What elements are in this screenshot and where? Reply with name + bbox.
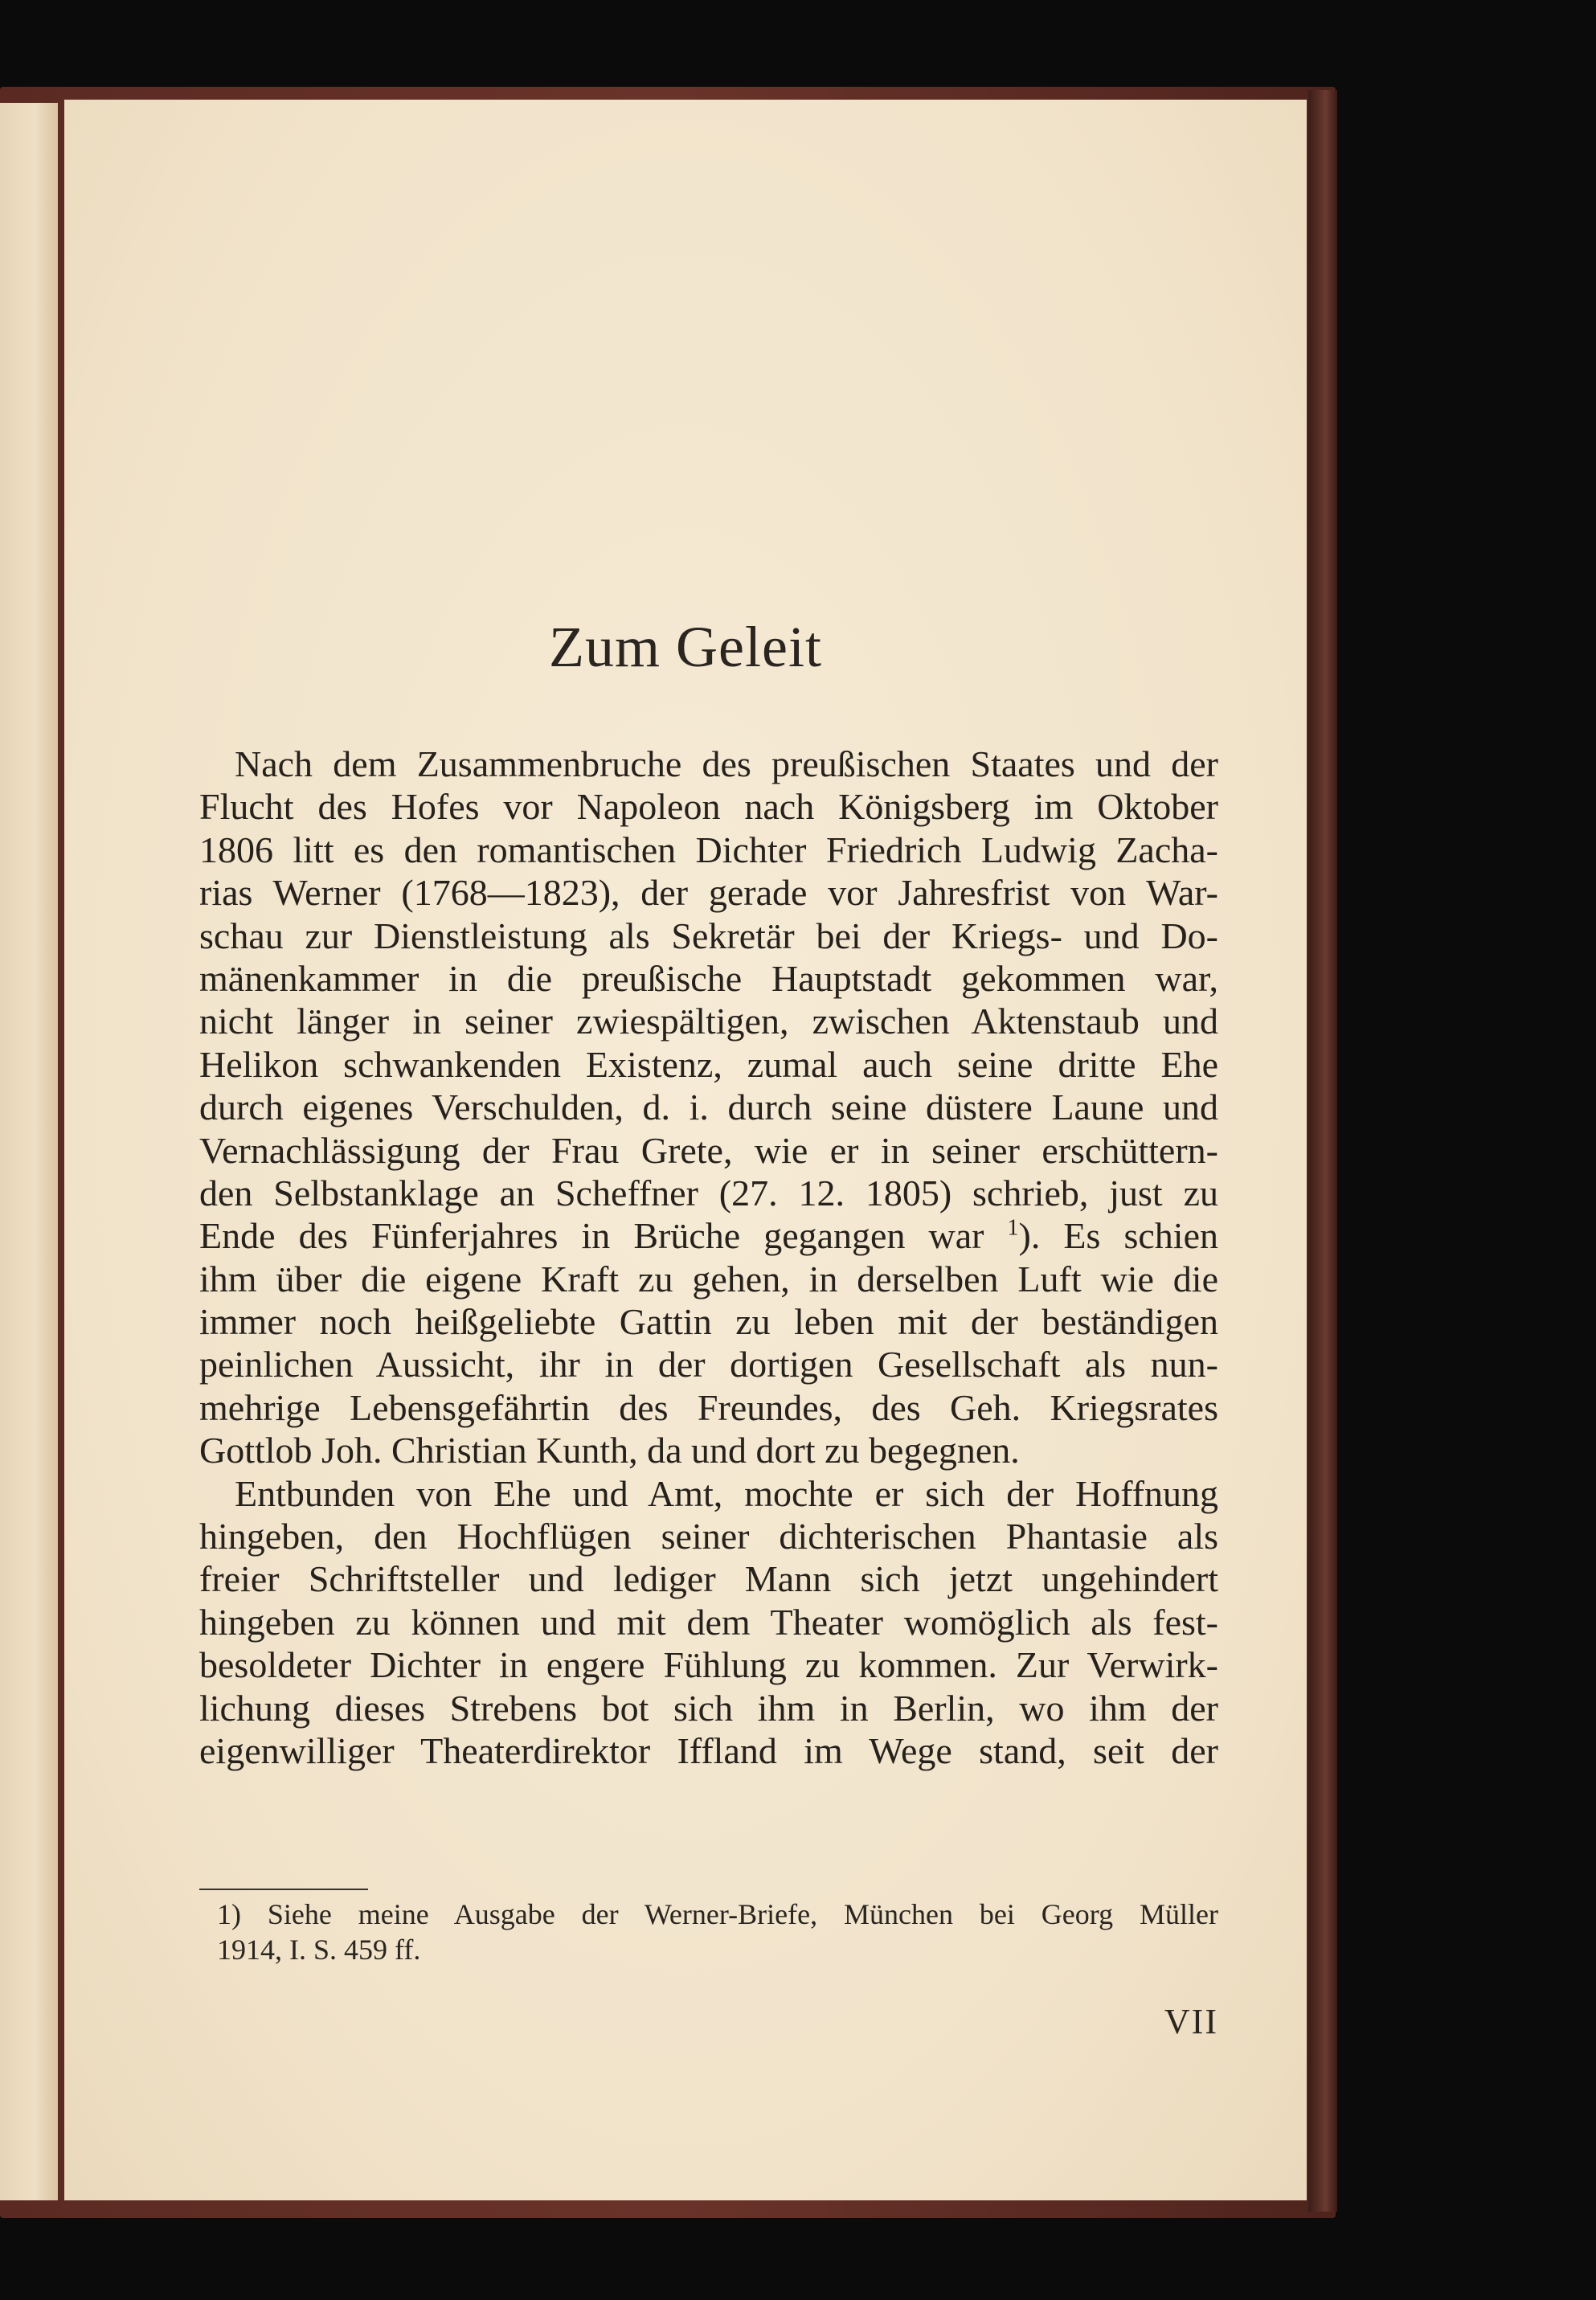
text-line: lichung dieses Strebens bot sich ihm in Berlin, wo ihm der [199, 1687, 1218, 1729]
text-line: freier Schriftsteller und lediger Mann sich jetzt ungehindert [199, 1558, 1218, 1600]
footnote-line: 1914, I. S. 459 ff. [217, 1934, 421, 1966]
text-line: Vernachlässigung der Frau Grete, wie er in seiner erschüttern- [199, 1129, 1218, 1171]
text-line: den Selbstanklage an Scheffner (27. 12. 1805) schrieb, just zu [199, 1172, 1218, 1213]
page-number: VII [1164, 2002, 1218, 2041]
text-line: schau zur Dienstleistung als Sekretär bei der Kriegs- und Do- [199, 915, 1218, 956]
text-line: hingeben zu können und mit dem Theater womöglich als fest- [199, 1601, 1218, 1643]
footnote [217, 1897, 1218, 1967]
text-line: peinlichen Aussicht, ihr in der dortigen Gesellschaft als nun- [199, 1344, 1218, 1385]
text-line: immer noch heißgeliebte Gattin zu leben mit der beständigen [199, 1301, 1218, 1343]
text-line: nicht länger in seiner zwiespältigen, zwischen Aktenstaub und [199, 1001, 1218, 1042]
page-heading: Zum Geleit [549, 615, 822, 679]
body-text [199, 743, 1218, 1772]
text-line: Entbunden von Ehe und Amt, mochte er sich der Hoffnung [235, 1472, 1218, 1514]
text-line: rias Werner (1768—1823), der gerade vor Jahresfrist von War- [199, 872, 1218, 914]
text-line: durch eigenes Verschulden, d. i. durch seine düstere Laune und [199, 1087, 1218, 1128]
text-line: hingeben, den Hochflügen seiner dichterischen Phantasie als [199, 1516, 1218, 1557]
text-line: besoldeter Dichter in engere Fühlung zu kommen. Zur Verwirk- [199, 1644, 1218, 1686]
book-page [64, 100, 1307, 2200]
book-cover-edge [1308, 90, 1337, 2212]
text-line: Helikon schwankenden Existenz, zumal auch seine dritte Ehe [199, 1043, 1218, 1085]
text-segment: Ende des Fünferjahres in Brüche gegangen war [199, 1215, 984, 1257]
text-line: mänenkammer in die preußische Hauptstadt gekommen war, [199, 957, 1218, 999]
text-line: ihm über die eigene Kraft zu gehen, in derselben Luft wie die [199, 1258, 1218, 1299]
text-line: eigenwilliger Theaterdirektor Iffland im Wege stand, seit der [199, 1729, 1218, 1771]
facing-page-edge [0, 103, 58, 2200]
text-line: Gottlob Joh. Christian Kunth, da und dort zu begegnen. [199, 1430, 1020, 1471]
text-line: Nach dem Zusammenbruche des preußischen Staates und der [235, 743, 1218, 784]
text-line-with-footnote [199, 1214, 1218, 1257]
footnote-divider [199, 1889, 368, 1890]
footnote-reference: 1 [1007, 1215, 1019, 1241]
text-line: mehrige Lebensgefährtin des Freundes, des Geh. Kriegsrates [199, 1386, 1218, 1428]
text-segment: ). Es schien [1018, 1215, 1218, 1257]
footnote-line: 1) Siehe meine Ausgabe der Werner-Briefe, München bei Georg Müller [217, 1898, 1218, 1930]
text-line: Flucht des Hofes vor Napoleon nach Königsberg im Oktober [199, 786, 1218, 828]
text-line: 1806 litt es den romantischen Dichter Friedrich Ludwig Zacha- [199, 829, 1218, 870]
